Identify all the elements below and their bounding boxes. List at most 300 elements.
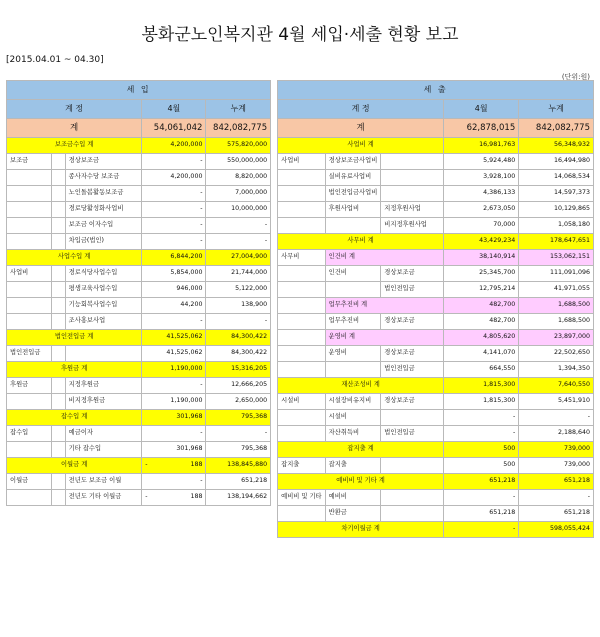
income-category: 사업비 [7, 266, 52, 282]
table-row [7, 490, 594, 506]
income-cum-value: 27,004,900 [206, 250, 271, 266]
income-month-value: - [142, 314, 206, 330]
income-total-cum: 842,082,775 [206, 119, 271, 138]
expense-category [278, 410, 326, 426]
expense-subitem [381, 170, 444, 186]
income-subtotal-label: 잡수입 계 [7, 410, 142, 426]
expense-category [278, 298, 326, 314]
income-item: 전년도 보조금 이월 [65, 474, 142, 490]
income-category [7, 186, 52, 202]
income-subtotal-label: 법인전입금 계 [7, 330, 142, 346]
expense-cum-value: 22,502,650 [519, 346, 594, 362]
expense-subitem [381, 186, 444, 202]
expense-category [278, 330, 326, 346]
income-month-value [142, 458, 206, 474]
expense-subtotal-label: 사무비 계 [278, 234, 444, 250]
column-gap [271, 266, 278, 282]
expense-item: 운영비 [325, 346, 381, 362]
expense-total-month: 62,878,015 [444, 119, 519, 138]
table-row [7, 442, 594, 458]
income-cum-value: 795,368 [206, 442, 271, 458]
income-month-value: - [142, 474, 206, 490]
expense-subitem: 법인전입금 [381, 282, 444, 298]
lead-dash: - [145, 493, 148, 501]
income-cum-value: 15,316,205 [206, 362, 271, 378]
income-category: 법인전입금 [7, 346, 52, 362]
expense-month-value: 12,795,214 [444, 282, 519, 298]
expense-cum-value: 651,218 [519, 506, 594, 522]
income-month-value: 6,844,200 [142, 250, 206, 266]
expense-cum-value: 1,058,180 [519, 218, 594, 234]
income-category [7, 490, 52, 506]
column-gap [271, 138, 278, 154]
expense-month-value: - [444, 426, 519, 442]
expense-cum-value: 153,062,151 [519, 250, 594, 266]
table-row [7, 394, 594, 410]
expense-month-value: 38,140,914 [444, 250, 519, 266]
income-indent [52, 346, 65, 362]
expense-category [278, 362, 326, 378]
expense-item: 자산취득비 [325, 426, 381, 442]
expense-subitem: 지정후원사업 [381, 202, 444, 218]
expense-category [278, 218, 326, 234]
income-month-value: - [142, 154, 206, 170]
expense-item [325, 362, 381, 378]
page-title: 봉화군노인복지관 4월 세입·세출 현황 보고 [141, 25, 459, 45]
expense-month-value: 482,700 [444, 298, 519, 314]
expense-subitem: 비지정후원사업 [381, 218, 444, 234]
table-row [7, 266, 594, 282]
table-row [7, 138, 594, 154]
income-cum-value: 5,122,000 [206, 282, 271, 298]
empty-cell [206, 506, 271, 522]
expense-item: 잡지출 [325, 458, 381, 474]
empty-cell [52, 506, 65, 522]
expense-subitem [381, 154, 444, 170]
expense-subitem [381, 410, 444, 426]
income-item: 전년도 기타 이월금 [65, 490, 142, 506]
expense-category [278, 314, 326, 330]
income-month-value: 946,000 [142, 282, 206, 298]
expense-item: 후원사업비 [325, 202, 381, 218]
expense-subitem: 법인전입금 [381, 426, 444, 442]
column-gap [271, 458, 278, 474]
expense-subtotal-label: 재산조성비 계 [278, 378, 444, 394]
income-indent [52, 170, 65, 186]
column-gap [271, 154, 278, 170]
expense-category [278, 282, 326, 298]
income-month-value [142, 490, 206, 506]
expense-category [278, 170, 326, 186]
expense-month-value: - [444, 410, 519, 426]
income-cum-value: 84,300,422 [206, 346, 271, 362]
expense-cum-value: 178,647,651 [519, 234, 594, 250]
table-row [7, 154, 594, 170]
expense-month-value: - [444, 522, 519, 538]
income-cum-value: 651,218 [206, 474, 271, 490]
table-row [7, 458, 594, 474]
expense-cum-value: 1,688,500 [519, 314, 594, 330]
income-indent [52, 218, 65, 234]
income-subtotal-label: 이월금 계 [7, 458, 142, 474]
income-cum-value: 2,650,000 [206, 394, 271, 410]
column-gap [271, 522, 278, 538]
income-month-value: 5,854,000 [142, 266, 206, 282]
expense-category [278, 346, 326, 362]
expense-item: 예비비 [325, 490, 381, 506]
expense-item: 반환금 [325, 506, 381, 522]
column-gap [271, 170, 278, 186]
expense-subtotal-label: 운영비 계 [325, 330, 443, 346]
income-cum-value: 575,820,000 [206, 138, 271, 154]
expense-col-cum: 누계 [519, 100, 594, 119]
income-cum-value: 138,194,662 [206, 490, 271, 506]
expense-item [325, 218, 381, 234]
income-item: 기타 잡수입 [65, 442, 142, 458]
income-indent [52, 442, 65, 458]
column-gap [271, 490, 278, 506]
expense-cum-value: 1,688,500 [519, 298, 594, 314]
income-item: 경상보조금 [65, 154, 142, 170]
income-total-label: 계 [7, 119, 142, 138]
expense-heading: 세 출 [278, 81, 594, 100]
income-cum-value: 84,300,422 [206, 330, 271, 346]
income-col-month: 4월 [142, 100, 206, 119]
income-cum-value: 21,744,000 [206, 266, 271, 282]
expense-cum-value: 739,000 [519, 458, 594, 474]
income-month-value: 301,968 [142, 442, 206, 458]
table-row [7, 250, 594, 266]
income-heading: 세 입 [7, 81, 271, 100]
table-row [7, 202, 594, 218]
expense-month-value: 651,218 [444, 506, 519, 522]
report-period: [2015.04.01 ~ 04.30] [6, 55, 104, 65]
income-cum-value: 10,000,000 [206, 202, 271, 218]
expense-category [278, 426, 326, 442]
expense-subtotal-label: 잡지출 계 [278, 442, 444, 458]
expense-item: 법인전입금사업비 [325, 186, 381, 202]
expense-subitem [381, 458, 444, 474]
income-indent [52, 234, 65, 250]
expense-month-value: - [444, 490, 519, 506]
table-row [7, 282, 594, 298]
income-category [7, 170, 52, 186]
expense-cum-value: 7,640,550 [519, 378, 594, 394]
expense-total-cum: 842,082,775 [519, 119, 594, 138]
expense-subitem [381, 506, 444, 522]
income-item: 기능회복사업수입 [65, 298, 142, 314]
expense-subitem: 경상보조금 [381, 314, 444, 330]
empty-cell [7, 522, 52, 538]
expense-item: 시설장비유지비 [325, 394, 381, 410]
expense-month-value: 3,928,100 [444, 170, 519, 186]
income-subtotal-label: 보조금수입 계 [7, 138, 142, 154]
column-gap [271, 330, 278, 346]
expense-subtotal-label: 예비비 및 기타 계 [278, 474, 444, 490]
table-row [7, 346, 594, 362]
expense-category: 사무비 [278, 250, 326, 266]
column-gap [271, 474, 278, 490]
income-category [7, 442, 52, 458]
expense-cum-value: 598,055,424 [519, 522, 594, 538]
income-indent [52, 202, 65, 218]
expense-month-value: 25,345,700 [444, 266, 519, 282]
income-item: 지정후원금 [65, 378, 142, 394]
income-item: 종사자수당 보조금 [65, 170, 142, 186]
income-item: 차입금(법인) [65, 234, 142, 250]
expense-cum-value: 2,188,640 [519, 426, 594, 442]
expense-cum-value: 5,451,910 [519, 394, 594, 410]
expense-subtotal-label: 사업비 계 [278, 138, 444, 154]
column-gap [271, 234, 278, 250]
income-cum-value: - [206, 218, 271, 234]
income-category [7, 394, 52, 410]
income-category: 후원금 [7, 378, 52, 394]
expense-cum-value: 1,394,350 [519, 362, 594, 378]
column-gap [271, 202, 278, 218]
report-table [6, 80, 594, 538]
income-col-cum: 누계 [206, 100, 271, 119]
income-total-month: 54,061,042 [142, 119, 206, 138]
income-category [7, 282, 52, 298]
expense-month-value: 664,550 [444, 362, 519, 378]
column-gap [271, 362, 278, 378]
table-row [7, 218, 594, 234]
expense-cum-value: 739,000 [519, 442, 594, 458]
table-row [7, 426, 594, 442]
expense-cum-value: 41,971,055 [519, 282, 594, 298]
expense-month-value: 1,815,300 [444, 378, 519, 394]
column-gap [271, 346, 278, 362]
expense-cum-value: 10,129,865 [519, 202, 594, 218]
income-item: 보조금 이자수입 [65, 218, 142, 234]
income-month-value: - [142, 186, 206, 202]
expense-category [278, 506, 326, 522]
expense-item: 업무추진비 [325, 314, 381, 330]
value: 188 [190, 493, 203, 501]
expense-category [278, 266, 326, 282]
income-month-value: - [142, 218, 206, 234]
column-gap [271, 394, 278, 410]
expense-item: 경상보조금사업비 [325, 154, 381, 170]
expense-cum-value: 651,218 [519, 474, 594, 490]
expense-cum-value: 16,494,980 [519, 154, 594, 170]
expense-month-value: 4,141,070 [444, 346, 519, 362]
expense-month-value: 651,218 [444, 474, 519, 490]
expense-cum-value: 14,068,534 [519, 170, 594, 186]
empty-cell [206, 522, 271, 538]
column-gap [271, 410, 278, 426]
income-month-value: 41,525,062 [142, 330, 206, 346]
table-row [7, 362, 594, 378]
section-heading-row [7, 81, 594, 100]
expense-category: 잡지출 [278, 458, 326, 474]
table-row [7, 234, 594, 250]
empty-cell [142, 522, 206, 538]
expense-category: 예비비 및 기타 [278, 490, 326, 506]
income-cum-value: 8,820,000 [206, 170, 271, 186]
expense-subitem: 경상보조금 [381, 394, 444, 410]
expense-subitem [381, 490, 444, 506]
column-gap [271, 506, 278, 522]
income-indent [52, 474, 65, 490]
income-indent [52, 394, 65, 410]
unit-label: (단위:원) [561, 73, 590, 81]
table-row [7, 298, 594, 314]
column-gap [271, 186, 278, 202]
expense-cum-value: 14,597,373 [519, 186, 594, 202]
income-month-value: - [142, 378, 206, 394]
expense-category [278, 202, 326, 218]
expense-subtotal-label: 인건비 계 [325, 250, 443, 266]
lead-dash: - [145, 461, 148, 469]
table-row [7, 474, 594, 490]
empty-cell [142, 506, 206, 522]
income-indent [52, 378, 65, 394]
expense-month-value: 500 [444, 458, 519, 474]
income-month-value: 4,200,000 [142, 138, 206, 154]
column-gap [271, 282, 278, 298]
income-month-value: 4,200,000 [142, 170, 206, 186]
table-body [7, 138, 594, 538]
table-row [7, 330, 594, 346]
income-cum-value: 12,666,205 [206, 378, 271, 394]
expense-subtotal-label: 업무추진비 계 [325, 298, 443, 314]
income-item: 평생교육사업수입 [65, 282, 142, 298]
expense-cum-value: - [519, 490, 594, 506]
expense-item: 인건비 [325, 266, 381, 282]
income-col-account: 계 정 [7, 100, 142, 119]
expense-month-value: 1,815,300 [444, 394, 519, 410]
expense-cum-value: - [519, 410, 594, 426]
income-month-value: 1,190,000 [142, 394, 206, 410]
income-indent [52, 186, 65, 202]
income-month-value: 301,968 [142, 410, 206, 426]
income-indent [52, 314, 65, 330]
income-item: 노인돌봄활동보조금 [65, 186, 142, 202]
table-row [7, 378, 594, 394]
expense-month-value: 4,386,133 [444, 186, 519, 202]
income-month-value: - [142, 202, 206, 218]
income-indent [52, 282, 65, 298]
income-item: 경로당활성화사업비 [65, 202, 142, 218]
empty-cell [52, 522, 65, 538]
income-category [7, 218, 52, 234]
income-month-value: - [142, 234, 206, 250]
expense-month-value: 70,000 [444, 218, 519, 234]
expense-subitem: 경상보조금 [381, 266, 444, 282]
expense-cum-value: 23,897,000 [519, 330, 594, 346]
expense-month-value: 16,981,763 [444, 138, 519, 154]
income-item: 예금이자 [65, 426, 142, 442]
expense-item [325, 282, 381, 298]
income-category [7, 298, 52, 314]
income-indent [52, 298, 65, 314]
income-cum-value: 795,368 [206, 410, 271, 426]
income-subtotal-label: 후원금 계 [7, 362, 142, 378]
income-category: 이월금 [7, 474, 52, 490]
expense-col-account: 계 정 [278, 100, 444, 119]
income-indent [52, 490, 65, 506]
income-cum-value: 138,900 [206, 298, 271, 314]
income-cum-value: - [206, 314, 271, 330]
income-indent [52, 426, 65, 442]
table-row [7, 314, 594, 330]
expense-month-value: 5,924,480 [444, 154, 519, 170]
income-cum-value: 550,000,000 [206, 154, 271, 170]
column-gap [271, 218, 278, 234]
expense-month-value: 4,805,620 [444, 330, 519, 346]
column-gap [271, 426, 278, 442]
expense-item: 실비유료사업비 [325, 170, 381, 186]
income-item [65, 346, 142, 362]
income-month-value: - [142, 426, 206, 442]
expense-cum-value: 111,091,096 [519, 266, 594, 282]
column-gap [271, 298, 278, 314]
income-category [7, 314, 52, 330]
expense-category: 사업비 [278, 154, 326, 170]
empty-cell [65, 506, 142, 522]
expense-total-label: 계 [278, 119, 444, 138]
income-category [7, 202, 52, 218]
expense-month-value: 482,700 [444, 314, 519, 330]
value: 188 [190, 461, 203, 469]
table-row [7, 410, 594, 426]
total-row [7, 119, 594, 138]
income-cum-value: 7,000,000 [206, 186, 271, 202]
column-gap [271, 442, 278, 458]
income-indent [52, 266, 65, 282]
empty-cell [65, 522, 142, 538]
expense-category: 시설비 [278, 394, 326, 410]
income-cum-value: 138,845,880 [206, 458, 271, 474]
expense-subitem: 경상보조금 [381, 346, 444, 362]
column-header-row [7, 100, 594, 119]
income-month-value: 41,525,062 [142, 346, 206, 362]
column-gap [271, 378, 278, 394]
expense-cum-value: 56,348,932 [519, 138, 594, 154]
income-month-value: 44,200 [142, 298, 206, 314]
expense-month-value: 500 [444, 442, 519, 458]
expense-col-month: 4월 [444, 100, 519, 119]
expense-subtotal-label: 차기이월금 계 [278, 522, 444, 538]
expense-month-value: 2,673,050 [444, 202, 519, 218]
expense-month-value: 43,429,234 [444, 234, 519, 250]
column-gap [271, 250, 278, 266]
table-row [7, 522, 594, 538]
report-table-wrapper [6, 80, 594, 630]
table-row [7, 506, 594, 522]
expense-subitem: 법인전입금 [381, 362, 444, 378]
column-gap [271, 314, 278, 330]
income-category [7, 234, 52, 250]
empty-cell [7, 506, 52, 522]
income-cum-value: - [206, 234, 271, 250]
income-cum-value: - [206, 426, 271, 442]
income-category: 잡수입 [7, 426, 52, 442]
income-item: 조사홍보사업 [65, 314, 142, 330]
income-month-value: 1,190,000 [142, 362, 206, 378]
expense-item: 시설비 [325, 410, 381, 426]
expense-category [278, 186, 326, 202]
income-subtotal-label: 사업수입 계 [7, 250, 142, 266]
income-category: 보조금 [7, 154, 52, 170]
table-row [7, 170, 594, 186]
income-indent [52, 154, 65, 170]
income-item: 비지정후원금 [65, 394, 142, 410]
income-item: 경로식당사업수입 [65, 266, 142, 282]
table-row [7, 186, 594, 202]
